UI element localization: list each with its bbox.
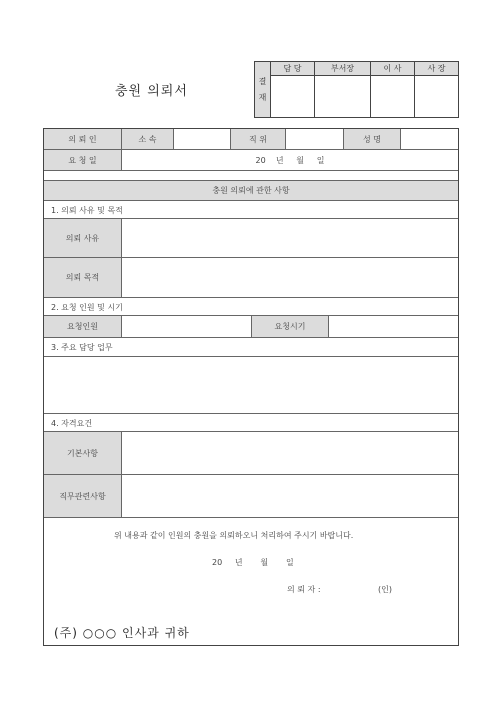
recipient: (주) ○○○ 인사과 귀하	[54, 626, 190, 640]
dept-label: 소 속	[121, 129, 173, 149]
timing-field[interactable]	[328, 316, 458, 337]
duties-heading: 3. 주요 담당 업무	[51, 343, 113, 352]
duties-field[interactable]	[44, 356, 458, 414]
reason-purpose-heading-row	[44, 201, 458, 219]
basic-row	[44, 432, 458, 475]
approval-header-dept-head: 부서장	[314, 62, 370, 76]
dept-field[interactable]	[173, 129, 230, 149]
approval-header-president: 사 장	[414, 62, 458, 76]
spacer-row	[44, 171, 458, 181]
reason-row	[44, 219, 458, 258]
basic-label: 기본사항	[44, 432, 121, 474]
approval-label: 결 재	[255, 62, 271, 118]
staff-field[interactable]	[121, 316, 251, 337]
position-field[interactable]	[285, 129, 343, 149]
approval-sign-staff[interactable]	[271, 76, 315, 118]
job-row	[44, 475, 458, 518]
reason-field[interactable]	[121, 219, 458, 257]
staff-timing-heading: 2. 요청 인원 및 시기	[51, 303, 123, 312]
section-title: 충원 의뢰에 관한 사항	[212, 186, 290, 195]
seal-mark: (인)	[378, 585, 392, 594]
job-field[interactable]	[121, 475, 458, 517]
request-date-row	[44, 150, 458, 171]
purpose-row	[44, 258, 458, 298]
section-title-row	[44, 181, 458, 201]
basic-field[interactable]	[121, 432, 458, 474]
purpose-field[interactable]	[121, 258, 458, 297]
reason-purpose-heading: 1. 의뢰 사유 및 목적	[51, 206, 123, 215]
requester-row	[44, 129, 458, 150]
reason-label: 의뢰 사유	[44, 219, 121, 257]
qualifications-heading-row	[44, 414, 458, 432]
closing-date: 20 년 월 일	[212, 558, 294, 567]
duties-heading-row	[44, 338, 458, 356]
staff-timing-row	[44, 316, 458, 338]
position-label: 직 위	[230, 129, 285, 149]
timing-label: 요청시기	[251, 316, 328, 337]
closing-requester-label: 의 뢰 자 :	[287, 585, 321, 594]
staff-timing-heading-row	[44, 298, 458, 316]
name-field[interactable]	[400, 129, 458, 149]
closing-statement: 위 내용과 같이 인원의 충원을 의뢰하오니 처리하여 주시기 바랍니다.	[114, 531, 354, 540]
request-date-label: 요 청 일	[44, 150, 121, 170]
request-form	[43, 128, 459, 646]
approval-sign-director[interactable]	[370, 76, 414, 118]
name-label: 성 명	[343, 129, 400, 149]
document-title: 충원 의뢰서	[115, 84, 188, 99]
requester-label: 의 뢰 인	[44, 129, 121, 149]
approval-header-director: 이 사	[370, 62, 414, 76]
approval-header-staff: 담 당	[271, 62, 315, 76]
request-date-field[interactable]: 20 년 월 일	[121, 150, 458, 170]
approval-sign-president[interactable]	[414, 76, 458, 118]
staff-label: 요청인원	[44, 316, 121, 337]
qualifications-heading: 4. 자격요건	[51, 419, 93, 428]
purpose-label: 의뢰 목적	[44, 258, 121, 297]
job-label: 직무관련사항	[44, 475, 121, 517]
approval-box	[254, 61, 459, 118]
approval-sign-dept-head[interactable]	[314, 76, 370, 118]
